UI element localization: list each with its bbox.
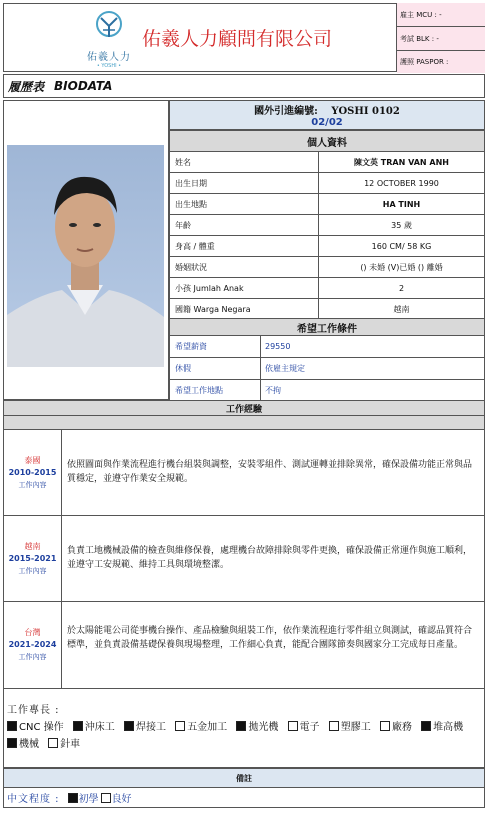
checkbox-icon[interactable] [7, 738, 17, 748]
experience-years: 2010-2015 [8, 467, 57, 477]
chinese-level [3, 788, 485, 808]
skill-punch: 沖床工 [67, 722, 115, 733]
logo-text: 佑羲人力 [87, 52, 131, 63]
checkbox-icon[interactable] [101, 793, 111, 803]
skill-electronics: 電子 [282, 722, 320, 733]
company-name: 佑羲人力顧問有限公司 [142, 28, 333, 50]
experience-tag: 工作內容 [18, 653, 47, 661]
reference-box [169, 100, 485, 130]
experience-entry [3, 602, 485, 689]
experience-country: 台灣 [24, 628, 41, 637]
experience-tag: 工作內容 [18, 566, 47, 575]
experience-country: 越南 [24, 541, 41, 551]
personal-row: 小孩 Jumlah Anak 2 [169, 278, 485, 299]
logo-subtext: • YOSHI • [96, 63, 122, 69]
skill-sewing: 針車 [42, 739, 80, 750]
page-number: 02/02 [311, 117, 343, 128]
personal-row: 身高 / 體重 160 CM/ 58 KG [169, 236, 485, 257]
personal-row: 婚姻狀況 () 未婚 (V)已婚 () 離婚 [169, 257, 485, 278]
skill-plastic: 塑膠工 [323, 722, 371, 733]
checkbox-icon[interactable] [175, 721, 185, 731]
skills-list [7, 719, 485, 753]
applicant-photo [7, 145, 164, 367]
personal-row: 年齡 35 歲 [169, 215, 485, 236]
experience-desc: 依照圖面與作業流程進行機台組裝與調整，安裝零組件、測試運轉並排除異常，確保設備功能正常與品質穩定，並遵守作業安全規範。 [67, 460, 473, 484]
experience-list [3, 430, 485, 689]
chinese-level-label: 中文程度 : [7, 794, 60, 805]
skill-metal: 五金加工 [169, 722, 227, 733]
personal-row: 姓名 陳文英 TRAN VAN ANH [169, 152, 485, 173]
experience-entry [3, 430, 485, 516]
company-logo [78, 10, 140, 69]
skills-box [3, 686, 485, 768]
experience-desc: 於太陽能電公司從事機台操作、產品檢驗與組裝工作，依作業流程進行零件組立與測試，確認品質符合標準，並負責設備基礎保養與現場整理，工作細心負責，能配合團隊節奏與國家分工完成每日產量。 [67, 626, 473, 650]
experience-desc: 負責工地機械設備的檢查與維修保養，處理機台故障排除與零件更換，確保設備正常運作與施工順利，並遵守工安規範、維持工具與環境整潔。 [67, 546, 473, 570]
skills-title: 工作專長 : [7, 705, 60, 716]
checkbox-icon[interactable] [329, 721, 339, 731]
chinese-level-good: 良好 [111, 794, 132, 805]
experience-tag: 工作內容 [18, 480, 47, 489]
conditions-section-title: 希望工作條件 [169, 318, 485, 336]
experience-country: 泰國 [24, 455, 41, 465]
conditions-table [169, 336, 485, 402]
condition-row: 休假 依雇主規定 [169, 358, 485, 380]
code-mcu: 雇主 MCU : - [397, 3, 485, 27]
skill-cnc: CNC 操作 [1, 722, 64, 733]
personal-row: 出生日期 12 OCTOBER 1990 [169, 173, 485, 194]
personal-table [169, 152, 485, 320]
experience-years: 2021-2024 [8, 640, 57, 649]
checkbox-icon[interactable] [380, 721, 390, 731]
checkbox-icon[interactable] [48, 738, 58, 748]
condition-row: 希望工作地點 不拘 [169, 380, 485, 402]
checkbox-icon[interactable] [68, 793, 78, 803]
experience-spacer [3, 416, 485, 430]
condition-row: 希望薪資 29550 [169, 336, 485, 358]
experience-section-title: 工作經驗 [3, 400, 485, 416]
chinese-level-basic: 初學 [78, 794, 99, 805]
checkbox-icon[interactable] [236, 721, 246, 731]
skill-forklift: 堆高機 [415, 722, 463, 733]
skill-factory: 廠務 [374, 722, 412, 733]
experience-entry [3, 516, 485, 602]
page-title: 履歷表 BIODATA [3, 74, 485, 98]
logo-icon [78, 10, 140, 44]
reference-label: 國外引進編號: [254, 106, 318, 117]
code-blk: 考試 BLK : - [397, 27, 485, 51]
remarks-title: 備註 [3, 768, 485, 788]
checkbox-icon[interactable] [288, 721, 298, 731]
skill-welding: 焊接工 [118, 722, 166, 733]
code-box [396, 3, 485, 72]
checkbox-icon[interactable] [7, 721, 17, 731]
reference-code: YOSHI 0102 [331, 106, 400, 117]
skill-machinery: 機械 [1, 739, 39, 750]
personal-row: 國籍 Warga Negara 越南 [169, 299, 485, 320]
checkbox-icon[interactable] [73, 721, 83, 731]
skill-polish: 拋光機 [230, 722, 278, 733]
personal-section-title: 個人資料 [169, 130, 485, 152]
checkbox-icon[interactable] [421, 721, 431, 731]
checkbox-icon[interactable] [124, 721, 134, 731]
experience-years: 2015-2021 [8, 553, 57, 563]
personal-row: 出生地點 HA TINH [169, 194, 485, 215]
code-paspor: 護照 PASPOR : [397, 51, 485, 73]
